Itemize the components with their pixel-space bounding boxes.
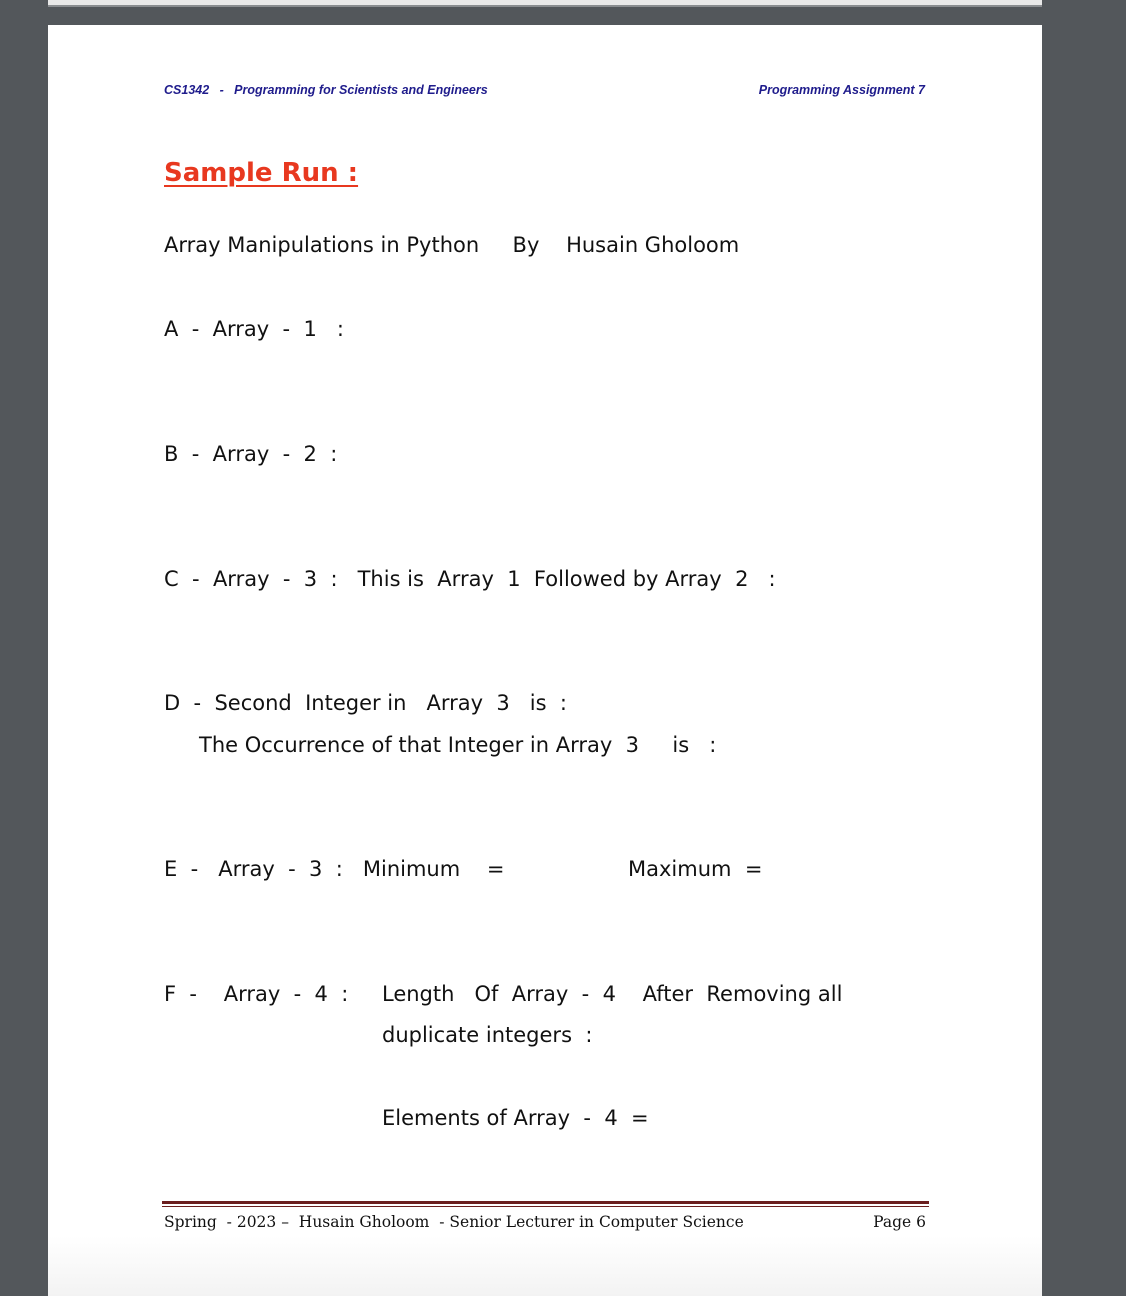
item-e-minimum: E - Array - 3 : Minimum = — [164, 857, 505, 881]
item-f-length-line-1: Length Of Array - 4 After Removing all — [382, 982, 843, 1006]
item-b: B - Array - 2 : — [164, 442, 338, 466]
intro-line: Array Manipulations in Python By Husain Gholoom — [164, 233, 740, 257]
footer-page-number: Page 6 — [873, 1213, 926, 1231]
header-assignment: Programming Assignment 7 — [758, 83, 925, 97]
item-e-maximum: Maximum = — [628, 857, 763, 881]
document-page — [48, 25, 1042, 1296]
item-f-elements: Elements of Array - 4 = — [382, 1106, 649, 1130]
item-a: A - Array - 1 : — [164, 317, 344, 341]
item-d-line-1: D - Second Integer in Array 3 is : — [164, 691, 567, 715]
page-bottom-shade — [48, 1236, 1042, 1296]
header-course: CS1342 - Programming for Scientists and Engineers — [164, 83, 488, 97]
item-f-label: F - Array - 4 : — [164, 982, 349, 1006]
item-d-line-2: The Occurrence of that Integer in Array 3 is : — [199, 733, 717, 757]
footer-author: Spring - 2023 – Husain Gholoom - Senior Lecturer in Computer Science — [164, 1213, 744, 1231]
footer-rule-thin — [162, 1206, 929, 1207]
viewer-top-divider — [48, 5, 1042, 7]
item-c: C - Array - 3 : This is Array 1 Followed by Array 2 : — [164, 567, 776, 591]
footer-rule-thick — [162, 1201, 929, 1204]
item-f-length-line-2: duplicate integers : — [382, 1023, 593, 1047]
section-title: Sample Run : — [164, 158, 359, 188]
